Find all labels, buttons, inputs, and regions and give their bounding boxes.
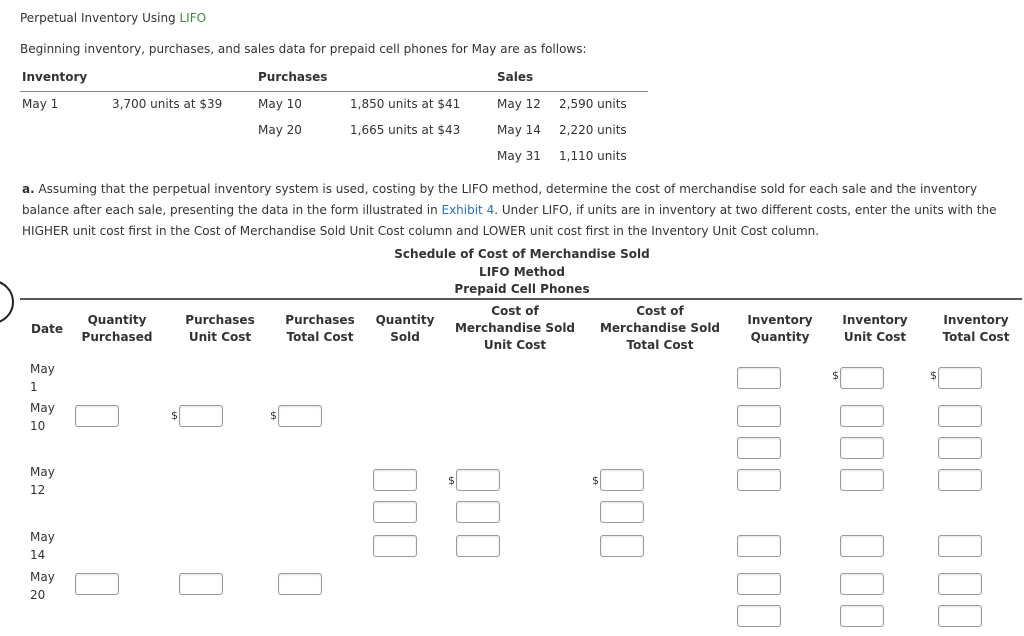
purchase-2-date: May 20 bbox=[258, 123, 302, 137]
exhibit-link[interactable]: Exhibit 4 bbox=[441, 203, 495, 217]
title-prefix: Perpetual Inventory Using bbox=[20, 11, 180, 25]
question-text-1: Assuming that the perpetual inventory system is used, costing by the LIFO method, determine the cost of merchandise sold for each sale and the inventory balance after each sale, presenting the data in the form illustrated in bbox=[22, 182, 978, 217]
may10-purch-unit-dollar: $ bbox=[171, 409, 178, 422]
may10-purch-total-dollar: $ bbox=[270, 409, 277, 422]
row-date-may14: May 14 bbox=[30, 530, 55, 562]
sale-2-date: May 14 bbox=[497, 123, 541, 137]
col-purch-total-cost: Purchases Total Cost bbox=[285, 313, 355, 344]
sale-1-units: 2,590 units bbox=[559, 97, 627, 111]
feedback-circle-icon bbox=[0, 280, 14, 324]
question-paragraph bbox=[22, 179, 1012, 242]
title-method: LIFO bbox=[179, 11, 207, 25]
may12-inv-total-cost-input[interactable] bbox=[938, 469, 982, 491]
col-date: Date bbox=[31, 322, 63, 336]
purchase-2-detail: 1,665 units at $43 bbox=[350, 123, 461, 137]
col-qty-sold: Quantity Sold bbox=[375, 313, 435, 344]
may10-purch-unit-cost-input[interactable] bbox=[179, 405, 223, 427]
may14-inv-unit-cost-input[interactable] bbox=[840, 535, 884, 557]
purchase-1-date: May 10 bbox=[258, 97, 302, 111]
may14-cms-total-cost-input[interactable] bbox=[600, 535, 644, 557]
may12-cms-total-cost-input-2[interactable] bbox=[600, 501, 644, 523]
may14-inv-qty-input[interactable] bbox=[737, 535, 781, 557]
may12-inv-qty-input[interactable] bbox=[737, 469, 781, 491]
may12-cms-unit-dollar: $ bbox=[448, 474, 455, 487]
may20-qty-purchased-input[interactable] bbox=[75, 573, 119, 595]
page-title bbox=[20, 11, 206, 25]
may12-qty-sold-input-1[interactable] bbox=[373, 469, 417, 491]
may10-qty-purchased-input[interactable] bbox=[75, 405, 119, 427]
question-text-2: . Under LIFO, if units are in inventory at two different costs, enter the units with the HIGHER unit cost first in the Cost of Merchandise Sold Unit Cost column and LOWER unit cost first in the Inventory Unit Cost column. bbox=[22, 203, 997, 238]
schedule-top-rule bbox=[20, 298, 1022, 300]
purchase-1-detail: 1,850 units at $41 bbox=[350, 97, 461, 111]
header-inventory: Inventory bbox=[22, 70, 88, 84]
may1-inv-total-cost-input[interactable] bbox=[938, 367, 982, 389]
may1-inv-unit-cost-input[interactable] bbox=[840, 367, 884, 389]
schedule-title: Schedule of Cost of Merchandise Sold bbox=[394, 247, 650, 261]
schedule-method: LIFO Method bbox=[479, 265, 565, 279]
intro-text: Beginning inventory, purchases, and sales data for prepaid cell phones for May are as follows: bbox=[20, 42, 587, 56]
sale-3-date: May 31 bbox=[497, 149, 541, 163]
may10-inv-qty-input-2[interactable] bbox=[737, 437, 781, 459]
col-cms-unit-cost: Cost of Merchandise Sold Unit Cost bbox=[454, 304, 576, 352]
may12-qty-sold-input-2[interactable] bbox=[373, 501, 417, 523]
may12-cms-unit-cost-input-1[interactable] bbox=[456, 469, 500, 491]
may10-inv-total-cost-input-2[interactable] bbox=[938, 437, 982, 459]
may20-purch-unit-cost-input[interactable] bbox=[179, 573, 223, 595]
row-date-may20: May 20 bbox=[30, 570, 55, 602]
may14-qty-sold-input[interactable] bbox=[373, 535, 417, 557]
may1-inv-total-dollar: $ bbox=[930, 369, 937, 382]
may20-inv-unit-cost-input-1[interactable] bbox=[840, 573, 884, 595]
may10-inv-qty-input-1[interactable] bbox=[737, 405, 781, 427]
may12-inv-unit-cost-input[interactable] bbox=[840, 469, 884, 491]
col-inv-unit-cost: Inventory Unit Cost bbox=[842, 313, 908, 344]
inventory-detail: 3,700 units at $39 bbox=[112, 97, 223, 111]
may20-inv-total-cost-input-2[interactable] bbox=[938, 605, 982, 627]
sale-3-units: 1,110 units bbox=[559, 149, 627, 163]
col-qty-purchased: Quantity Purchased bbox=[81, 313, 153, 344]
header-purchases: Purchases bbox=[258, 70, 328, 84]
sale-1-date: May 12 bbox=[497, 97, 541, 111]
col-purch-unit-cost: Purchases Unit Cost bbox=[185, 313, 255, 344]
row-date-may1: May 1 bbox=[30, 362, 55, 394]
col-cms-total-cost: Cost of Merchandise Sold Total Cost bbox=[599, 304, 721, 352]
may10-inv-unit-cost-input-2[interactable] bbox=[840, 437, 884, 459]
col-inv-qty: Inventory Quantity bbox=[747, 313, 813, 344]
may20-inv-qty-input-1[interactable] bbox=[737, 573, 781, 595]
may1-inv-unit-dollar: $ bbox=[832, 369, 839, 382]
col-inv-total-cost: Inventory Total Cost bbox=[942, 313, 1010, 344]
data-table-rule bbox=[20, 91, 648, 92]
may12-cms-unit-cost-input-2[interactable] bbox=[456, 501, 500, 523]
may20-purch-total-cost-input[interactable] bbox=[278, 573, 322, 595]
inventory-date: May 1 bbox=[22, 97, 59, 111]
may20-inv-qty-input-2[interactable] bbox=[737, 605, 781, 627]
header-sales: Sales bbox=[497, 70, 534, 84]
row-date-may10: May 10 bbox=[30, 401, 55, 433]
may14-inv-total-cost-input[interactable] bbox=[938, 535, 982, 557]
question-label: a. bbox=[22, 182, 35, 196]
may14-cms-unit-cost-input[interactable] bbox=[456, 535, 500, 557]
may12-cms-total-cost-input-1[interactable] bbox=[600, 469, 644, 491]
may1-inv-qty-input[interactable] bbox=[737, 367, 781, 389]
may12-cms-total-dollar: $ bbox=[592, 474, 599, 487]
may20-inv-total-cost-input-1[interactable] bbox=[938, 573, 982, 595]
may10-inv-unit-cost-input-1[interactable] bbox=[840, 405, 884, 427]
may10-inv-total-cost-input-1[interactable] bbox=[938, 405, 982, 427]
may10-purch-total-cost-input[interactable] bbox=[278, 405, 322, 427]
sale-2-units: 2,220 units bbox=[559, 123, 627, 137]
row-date-may12: May 12 bbox=[30, 465, 55, 497]
schedule-company: Prepaid Cell Phones bbox=[454, 282, 590, 296]
may20-inv-unit-cost-input-2[interactable] bbox=[840, 605, 884, 627]
